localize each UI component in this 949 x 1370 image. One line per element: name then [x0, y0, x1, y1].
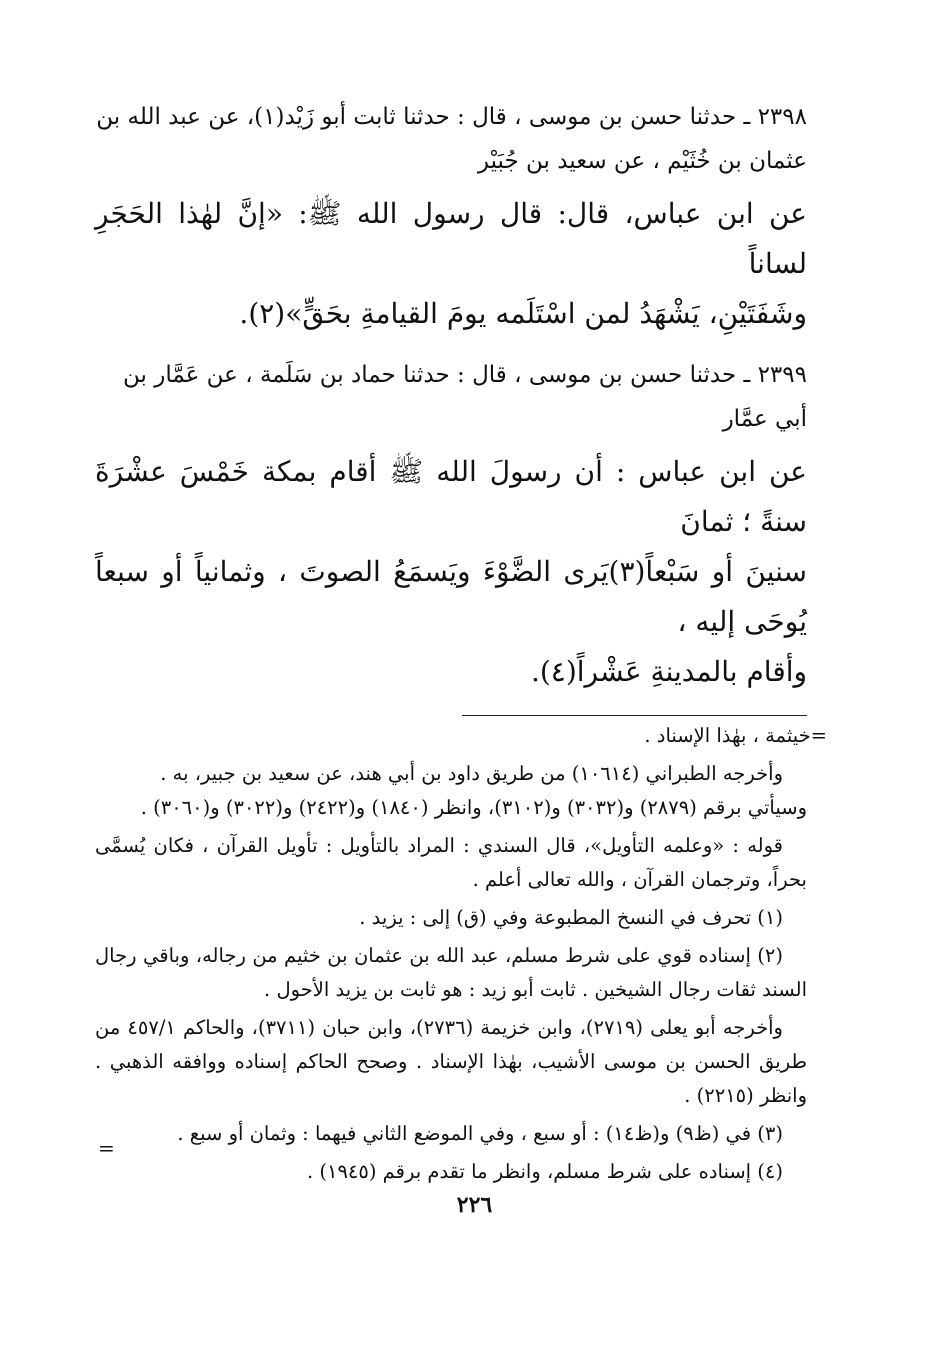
hadith-2399: [95, 353, 807, 697]
footnote-rule: [462, 715, 807, 716]
footnote-separator: [95, 711, 807, 719]
page-body: [95, 95, 827, 1193]
footnote-paragraph-3: قوله : «وعلمه التأويل»، قال السندي : المراد بالتأويل : تأويل القرآن ، فكان يُسمَّى بحراً، وترجمان القرآن ، والله تعالى أعلم .: [95, 834, 807, 891]
footnote-1: (١) تحرف في النسخ المطبوعة وفي (ق) إلى : يزيد .: [359, 906, 783, 929]
hadith-2398: [95, 95, 807, 339]
hadith-2399-matn-line-1: عن ابن عباس : أن رسولَ الله ﷺ أقام بمكة خَمْسَ عشْرَةَ سنةً ؛ ثمانَ: [95, 455, 807, 538]
hadith-2398-isnad-line-2: عثمان بن خُثَيْم ، عن سعيد بن جُبَيْر: [477, 148, 807, 174]
footnote-continuation: [95, 719, 827, 753]
hadith-2399-matn-line-2: سنينَ أو سَبْعاً(٣)يَرى الضَّوْءَ ويَسمَعُ الصوتَ ، وثمانياً أو سبعاً يُوحَى إليه ،: [95, 555, 807, 638]
hadith-2398-isnad-line-1: ٢٣٩٨ ـ حدثنا حسن بن موسى ، قال : حدثنا ثابت أبو زَيْد(١)، عن عبد الله بن: [96, 104, 807, 130]
continuation-mark: =: [810, 724, 827, 747]
footnote-4: (٤) إسناده على شرط مسلم، وانظر ما تقدم برقم (١٩٤٥) .: [306, 1160, 783, 1183]
footnotes: [95, 719, 827, 1189]
continuation-text: خيثمة ، بهٰذا الإسناد .: [644, 724, 811, 747]
hadith-2398-matn-line-2: وشَفَتَيْنِ، يَشْهَدُ لمن اسْتَلَمه يومَ القيامةِ بحَقٍّ»(٢).: [239, 297, 807, 330]
hadith-2398-matn-line-1: عن ابن عباس، قال: قال رسول الله ﷺ: «إنَّ لهٰذا الحَجَرِ لساناً: [95, 197, 807, 280]
footnote-paragraph-1: وأخرجه الطبراني (١٠٦١٤) من طريق داود بن أبي هند، عن سعيد بن جبير، به .: [160, 762, 783, 785]
hadith-2399-isnad-line-2: أبي عمَّار: [722, 406, 807, 432]
page-number: ٢٢٦: [456, 1192, 493, 1218]
footnote-3: (٣) في (ظ٩) و(ظ١٤) : أو سبع ، وفي الموضع الثاني فيهما : وثمان أو سبع .: [177, 1122, 783, 1145]
hadith-2399-isnad-line-1: ٢٣٩٩ ـ حدثنا حسن بن موسى ، قال : حدثنا حماد بن سَلَمة ، عن عَمَّار بن: [123, 362, 807, 388]
trailing-continuation-mark: =: [98, 1136, 115, 1160]
footnote-2-continued: وأخرجه أبو يعلى (٢٧١٩)، وابن خزيمة (٢٧٣٦)، وابن حبان (٣٧١١)، والحاكم ٤٥٧/١ من طريق الحسن بن موسى الأشيب، بهٰذا الإسناد . وصحح الحاكم إسناده ووافقه الذهبي . وانظر (٢٢١٥) .: [95, 1016, 807, 1107]
hadith-2399-matn-line-3: وأقام بالمدينةِ عَشْراً(٤).: [530, 655, 807, 688]
footnote-2: (٢) إسناده قوي على شرط مسلم، عبد الله بن عثمان بن خثيم من رجاله، وباقي رجال السند ثقات رجال الشيخين . ثابت أبو زيد : هو ثابت بن يزيد الأحول .: [95, 944, 807, 1001]
footnote-paragraph-2: وسيأتي برقم (٢٨٧٩) و(٣٠٣٢) و(٣١٠٢)، وانظر (١٨٤٠) و(٢٤٢٢) و(٣٠٢٢) و(٣٠٦٠) .: [140, 796, 807, 819]
